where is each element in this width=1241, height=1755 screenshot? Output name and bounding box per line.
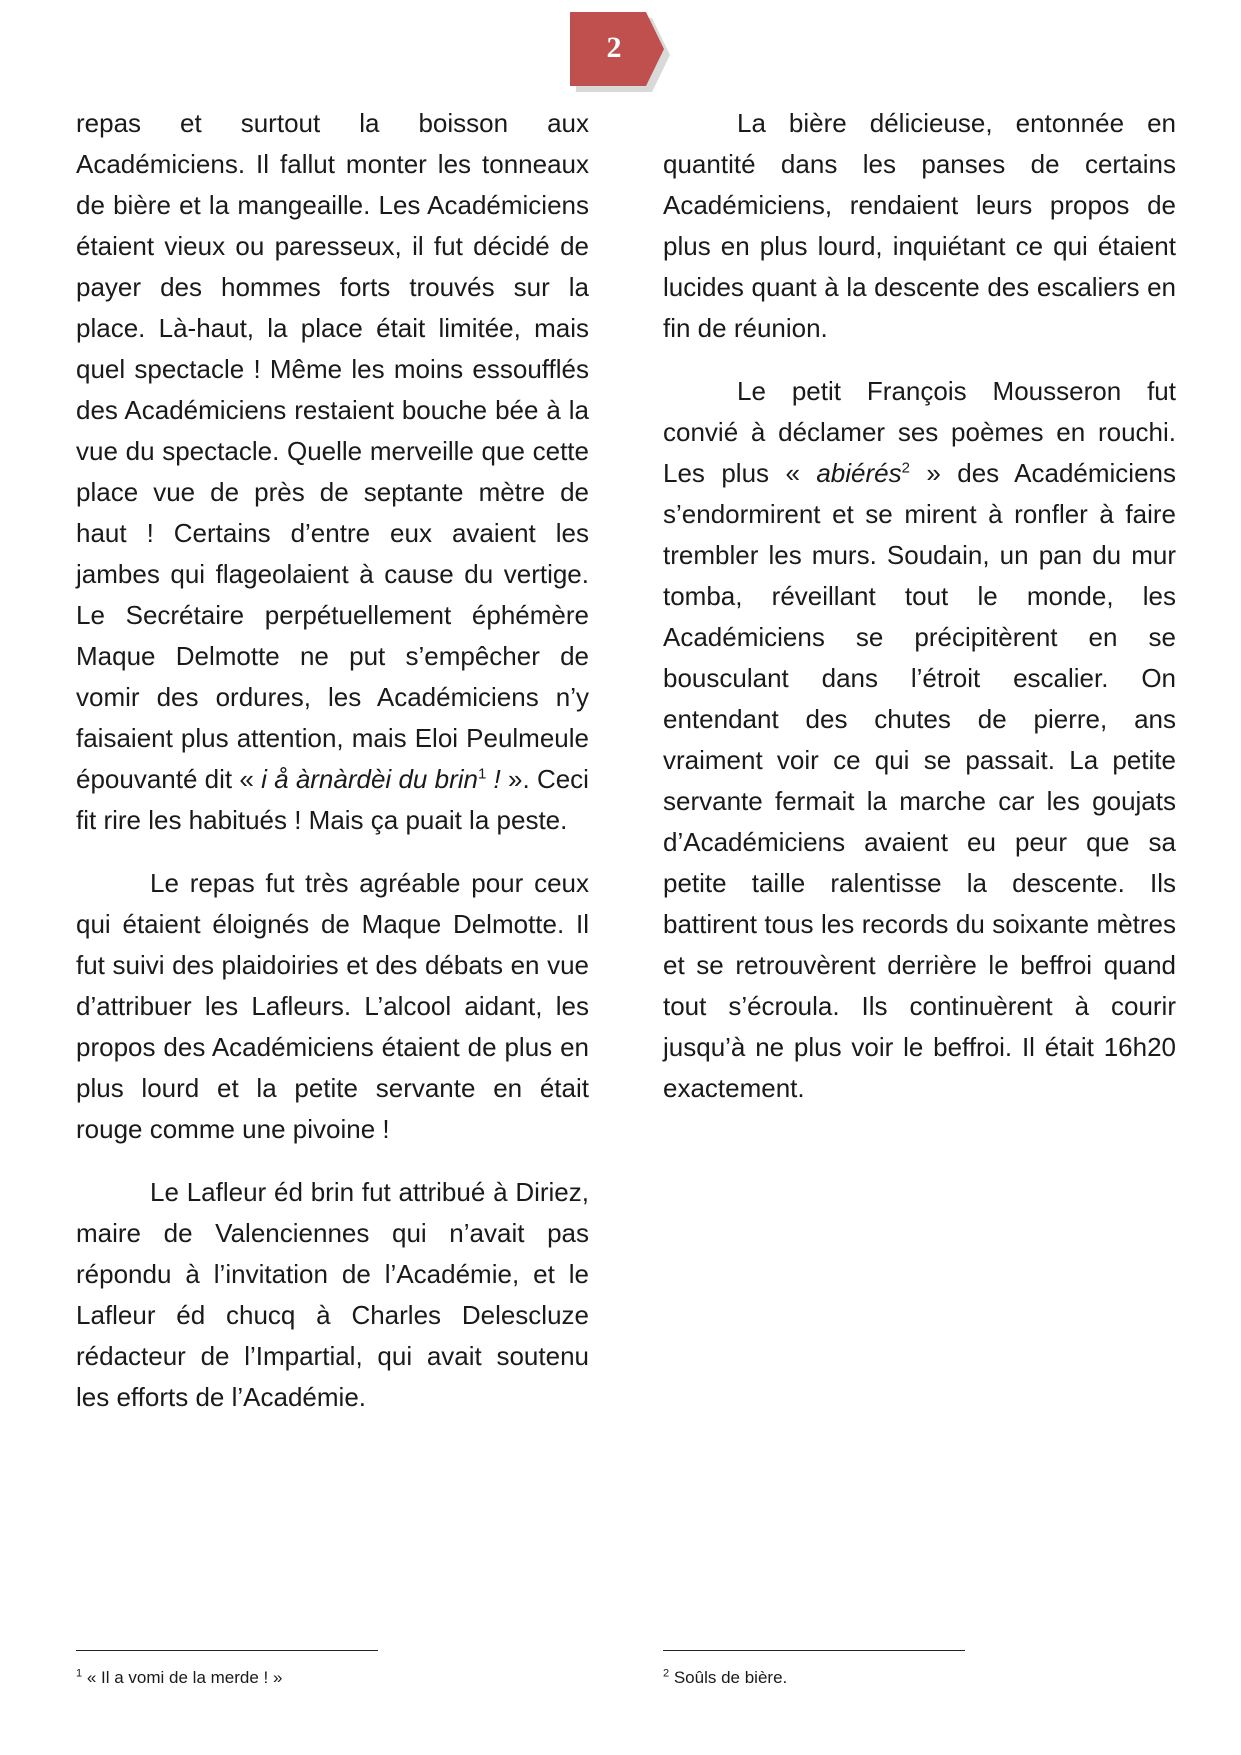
footnote-1 <box>76 1666 282 1690</box>
right-paragraph-1: La bière délicieuse, entonnée en quantité dans les panses de certains Académiciens, rendaient leurs propos de plus en plus lourd, inquiétant ce qui étaient lucides quant à la descente des escaliers en fin de réunion. <box>663 108 1176 343</box>
footnote-ref-2[interactable]: 2 <box>901 459 910 477</box>
rouchi-quote-end: ! <box>486 764 501 794</box>
left-paragraph-1-text-end: ». Ceci fit rire les habitués ! Mais ça puait la peste. <box>76 764 589 835</box>
page-number: 2 <box>606 31 622 64</box>
left-paragraph-3: Le Lafleur éd brin fut attribué à Diriez, maire de Valenciennes qui n’avait pas répondu à l’invitation de l’Académie, et le Lafleur éd chucq à Charles Delescluze rédacteur de l’Impartial, qui avait soutenu les efforts de l’Académie. <box>76 1177 589 1412</box>
page-number-badge <box>566 12 674 92</box>
footnote-1-text: « Il a vomi de la merde ! » <box>82 1668 283 1687</box>
footnote-separator-right <box>663 1650 965 1651</box>
left-paragraph-1-text: repas et surtout la boisson aux Académiciens. Il fallut monter les tonneaux de bière et la mangeaille. Les Académiciens étaient vieux ou paresseux, il fut décidé de payer des hommes forts trouvés sur la place. Là-haut, la place était limitée, mais quel spectacle ! Même les moins essoufflés des Académiciens restaient bouche bée à la vue du spectacle. Quelle merveille que cette place vue de près de septante mètre de haut ! Certains d’entre eux avaient les jambes qui flageolaient à cause du vertige. Le Secrétaire perpétuellement éphémère Maque Delmotte ne put s’empêcher de vomir des ordures, les Académiciens n’y faisaient plus attention, mais Eloi Peulmeule épouvanté dit « <box>76 108 589 794</box>
footnote-separator-left <box>76 1650 378 1651</box>
footnote-ref-1[interactable]: 1 <box>477 765 487 783</box>
left-column <box>76 103 589 1440</box>
rouchi-quote: i å àrnàrdèi du brin <box>261 764 478 794</box>
right-paragraph-2 <box>663 371 1176 1109</box>
footnote-2-marker: 2 <box>663 1667 670 1680</box>
left-paragraph-2: Le repas fut très agréable pour ceux qui étaient éloignés de Maque Delmotte. Il fut suivi des plaidoiries et des débats en vue d’attribuer les Lafleurs. L’alcool aidant, les propos des Académiciens étaient de plus en plus lourd et la petite servante en était rouge comme une pivoine ! <box>76 868 589 1144</box>
rouchi-word: abiérés <box>816 458 902 488</box>
left-paragraph-1 <box>76 103 589 841</box>
right-column <box>663 103 1176 1131</box>
right-paragraph-2-text-end: » des Académiciens s’endormirent et se mirent à ronfler à faire trembler les murs. Soudain, un pan du mur tomba, réveillant tout le monde, les Académiciens se précipitèrent en se bousculant dans l’étroit escalier. On entendant des chutes de pierre, ans vraiment voir ce qui se passait. La petite servante fermait la marche car les goujats d’Académiciens avaient eu peur que sa petite taille ralentisse la descente. Ils battirent tous les records du soixante mètres et se retrouvèrent derrière le beffroi quand tout s’écroula. Ils continuèrent à courir jusqu’à ne plus voir le beffroi. Il était 16h20 exactement. <box>663 458 1176 1103</box>
footnote-2 <box>663 1666 787 1690</box>
footnote-1-marker: 1 <box>76 1667 83 1680</box>
footnote-2-text: Soûls de bière. <box>669 1668 788 1687</box>
right-paragraph-2-text: Le petit François Mousseron fut convié à déclamer ses poèmes en rouchi. Les plus « <box>663 376 1176 488</box>
